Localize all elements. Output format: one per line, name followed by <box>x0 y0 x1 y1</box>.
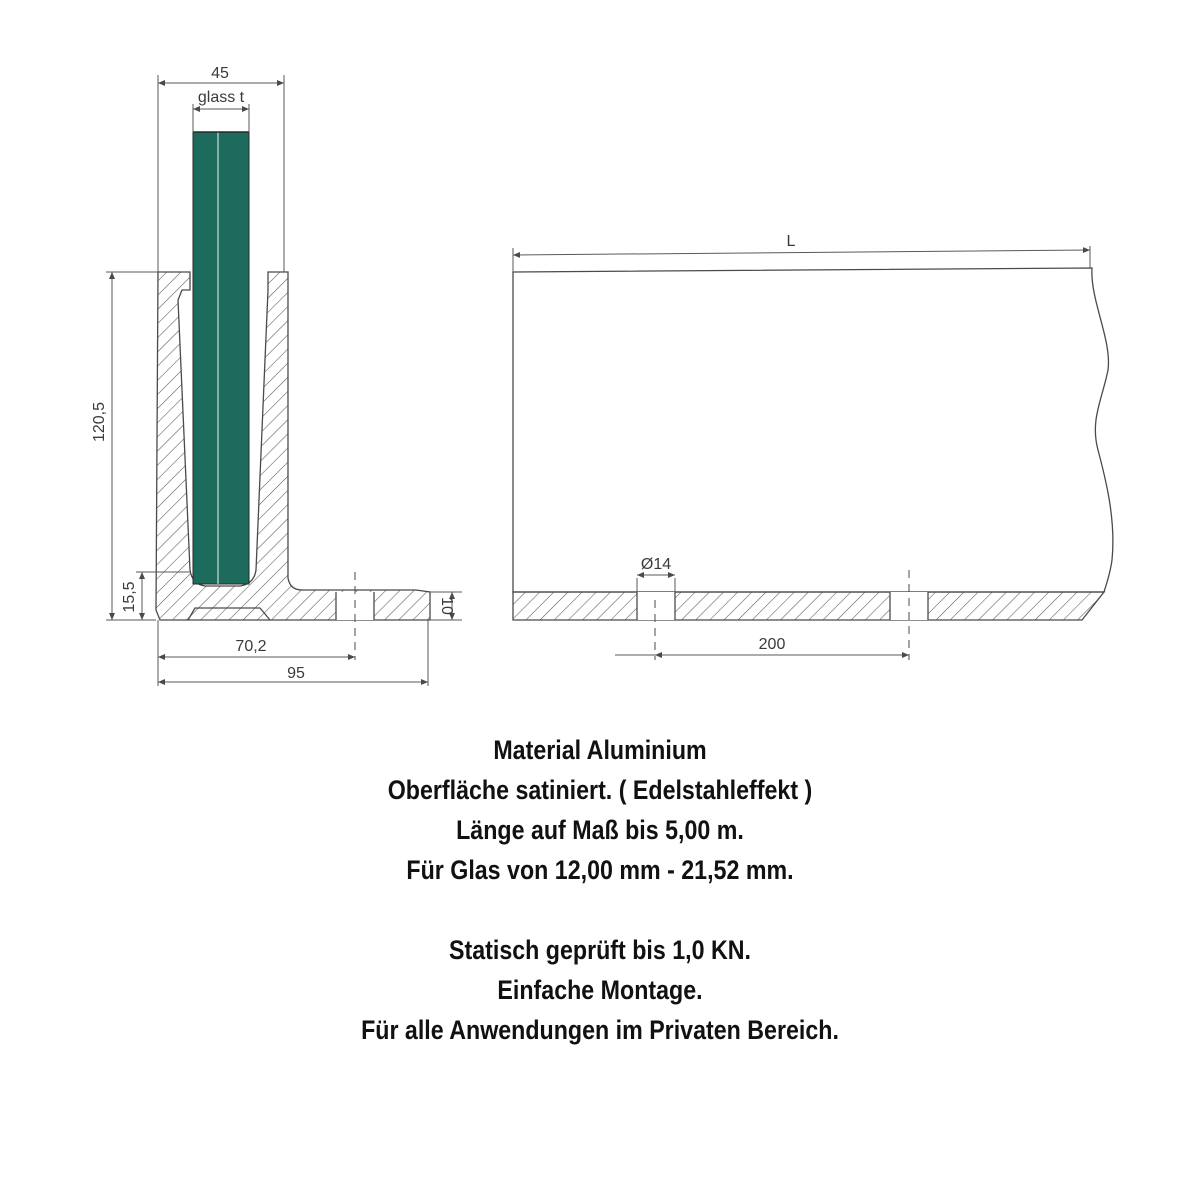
spec-spacer <box>84 890 1116 930</box>
dim-hole-distance: 70,2 <box>235 638 267 655</box>
spec-usage: Für alle Anwendungen im Privaten Bereich. <box>361 1015 839 1045</box>
dim-base-height: 15,5 <box>121 581 138 613</box>
profile-outline <box>513 268 1113 592</box>
dim-glass-thickness: glass t <box>197 89 245 106</box>
dim-length: L <box>786 233 796 250</box>
spec-length: Länge auf Maß bis 5,00 m. <box>456 815 744 845</box>
dim-hole-spacing: 200 <box>758 636 786 653</box>
dim-base-thickness: 10 <box>438 597 455 615</box>
specification-text <box>84 730 1116 1050</box>
side-view <box>513 233 1113 660</box>
spec-surface: Oberfläche satiniert. ( Edelstahleffekt ) <box>387 775 813 805</box>
section-view <box>91 65 462 686</box>
base-plate <box>513 592 1104 620</box>
spec-glass-range: Für Glas von 12,00 mm - 21,52 mm. <box>406 855 794 885</box>
dim-height: 120,5 <box>91 401 108 443</box>
spec-mounting: Einfache Montage. <box>497 975 703 1005</box>
glass-panel <box>193 132 249 584</box>
spec-static-test: Statisch geprüft bis 1,0 KN. <box>449 935 751 965</box>
dim-total-width: 95 <box>287 665 305 682</box>
dim-hole-diameter: Ø14 <box>640 556 672 573</box>
spec-material: Material Aluminium <box>493 735 707 765</box>
dim-width-top: 45 <box>211 65 229 82</box>
